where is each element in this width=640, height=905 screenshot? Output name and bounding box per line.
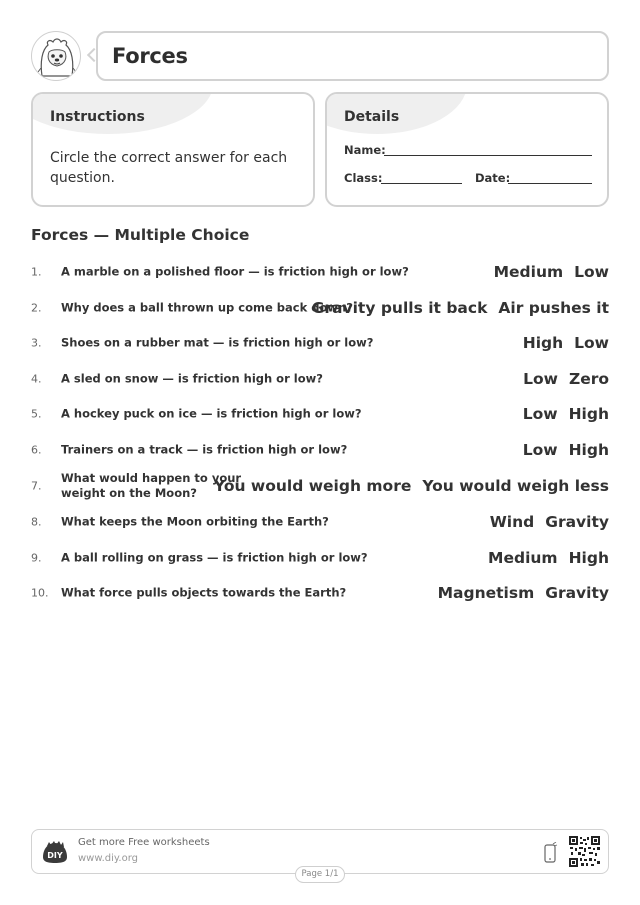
answer-options [523, 405, 609, 423]
question-text: Why does a ball thrown up come back down? [61, 300, 353, 315]
question-row [31, 435, 609, 465]
question-text: Shoes on a rubber mat — is friction high or low? [61, 335, 374, 350]
answer-option[interactable]: Low [574, 263, 609, 281]
phone-icon [544, 842, 558, 864]
question-number: 5. [31, 407, 42, 421]
question-number: 4. [31, 372, 42, 386]
question-row [31, 328, 609, 358]
question-row [31, 399, 609, 429]
footer-promo-text: Get more Free worksheets [78, 837, 210, 848]
question-row [31, 470, 609, 502]
question-number: 6. [31, 443, 42, 457]
question-number: 10. [31, 586, 49, 600]
answer-option[interactable]: Low [523, 370, 558, 388]
date-label: Date: [475, 171, 511, 185]
question-number: 7. [31, 479, 42, 493]
instructions-heading: Instructions [50, 109, 145, 125]
answer-options [214, 477, 609, 495]
title-box [96, 31, 609, 81]
answer-options [494, 263, 609, 281]
yeti-mascot-icon [31, 31, 81, 81]
page-number-badge: Page 1/1 [295, 866, 345, 883]
details-heading: Details [344, 109, 400, 125]
name-label: Name: [344, 143, 386, 157]
answer-option[interactable]: High [568, 405, 609, 423]
answer-option[interactable]: High [522, 334, 564, 352]
answer-option[interactable]: You would weigh less [422, 477, 609, 495]
answer-option[interactable]: Medium [488, 549, 558, 567]
question-text: What force pulls objects towards the Earth? [61, 585, 347, 600]
answer-option[interactable]: Low [522, 441, 558, 459]
question-text: A hockey puck on ice — is friction high or low? [61, 406, 362, 421]
answer-options [312, 299, 609, 317]
section-title: Forces — Multiple Choice [31, 226, 250, 244]
answer-option[interactable]: Gravity pulls it back [311, 299, 488, 317]
question-row [31, 364, 609, 394]
page-title: Forces [112, 44, 188, 68]
name-field[interactable] [384, 155, 592, 156]
answer-options [488, 549, 609, 567]
instructions-text: Circle the correct answer for each question. [50, 150, 288, 186]
class-field[interactable] [381, 183, 462, 184]
question-row [31, 293, 609, 323]
diy-logo-icon [42, 839, 68, 865]
answer-option[interactable]: Medium [493, 263, 564, 281]
answer-option[interactable]: High [568, 441, 609, 459]
question-number: 8. [31, 515, 42, 529]
answer-options [438, 584, 609, 602]
answer-option[interactable]: Wind [489, 513, 535, 531]
answer-options [523, 441, 609, 459]
question-row [31, 543, 609, 573]
question-row [31, 578, 609, 608]
answer-options [490, 513, 609, 531]
question-text: A ball rolling on grass — is friction high or low? [61, 550, 368, 565]
answer-options [523, 370, 609, 388]
answer-option[interactable]: Gravity [545, 513, 609, 531]
question-text: What keeps the Moon orbiting the Earth? [61, 514, 329, 529]
question-text: A sled on snow — is friction high or low? [61, 371, 323, 386]
question-text: What would happen to your weight on the Moon? [61, 471, 242, 500]
class-label: Class: [344, 171, 383, 185]
answer-option[interactable]: Air pushes it [498, 299, 609, 317]
answer-option[interactable]: High [568, 549, 609, 567]
answer-option[interactable]: Low [522, 405, 558, 423]
question-row [31, 257, 609, 287]
qr-code-icon [569, 836, 600, 867]
date-field[interactable] [508, 183, 592, 184]
instructions-card [31, 92, 315, 207]
answer-option[interactable]: You would weigh more [214, 477, 412, 495]
question-text: Trainers on a track — is friction high or low? [61, 442, 348, 457]
footer-link[interactable]: www.diy.org [78, 853, 138, 864]
question-number: 2. [31, 301, 42, 315]
question-number: 1. [31, 265, 42, 279]
answer-option[interactable]: Zero [568, 370, 609, 388]
question-number: 3. [31, 336, 42, 350]
question-row [31, 507, 609, 537]
svg-text:DIY: DIY [47, 851, 63, 860]
answer-option[interactable]: Magnetism [437, 584, 535, 602]
answer-option[interactable]: Low [574, 334, 609, 352]
answer-options [523, 334, 609, 352]
question-text: A marble on a polished floor — is friction high or low? [61, 264, 409, 279]
question-number: 9. [31, 551, 42, 565]
answer-option[interactable]: Gravity [545, 584, 609, 602]
details-card [325, 92, 609, 207]
